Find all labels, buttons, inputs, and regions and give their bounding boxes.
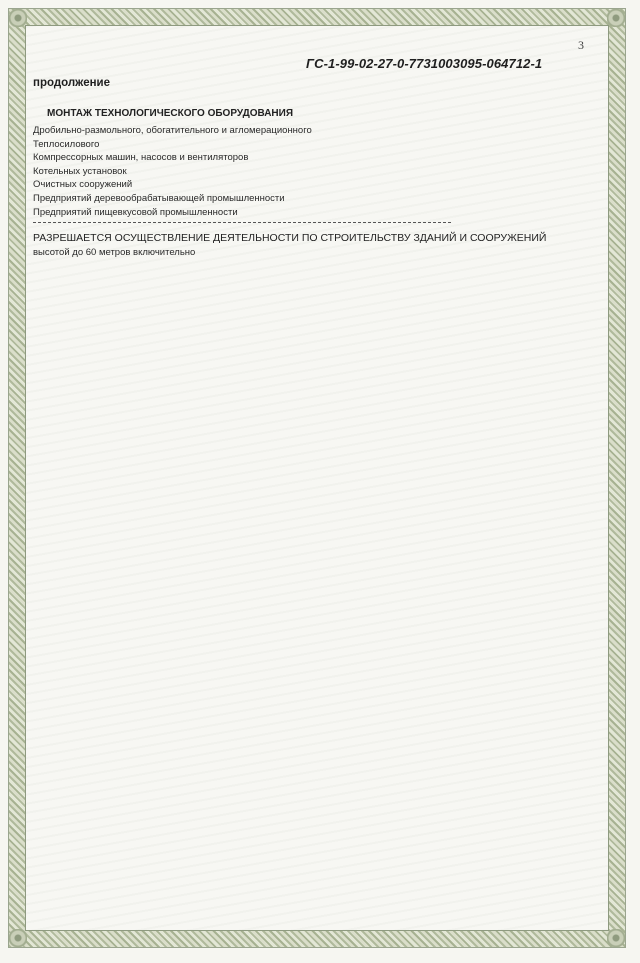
document-number: ГС-1-99-02-27-0-7731003095-064712-1: [306, 56, 543, 71]
list-item: Котельных установок: [33, 165, 127, 177]
work-types-list: [33, 124, 312, 219]
list-item: Теплосилового: [33, 138, 100, 150]
list-item: Дробильно-размольного, обогатительного и агломерационного: [33, 125, 312, 136]
list-item: Компрессорных машин, насосов и вентиляторов: [33, 152, 249, 164]
page-number: 3: [578, 38, 584, 52]
permission-subtitle: высотой до 60 метров включительно: [33, 247, 196, 258]
corner-ornament-icon: [9, 9, 27, 27]
section-title: МОНТАЖ ТЕХНОЛОГИЧЕСКОГО ОБОРУДОВАНИЯ: [47, 108, 294, 119]
corner-ornament-icon: [9, 929, 27, 947]
list-item: Предприятий пищевкусовой промышленности: [33, 206, 238, 218]
list-item: Предприятий деревообрабатывающей промышленности: [33, 192, 285, 204]
dashed-separator: [33, 222, 451, 223]
corner-ornament-icon: [607, 929, 625, 947]
continuation-label: продолжение: [33, 77, 110, 89]
permission-title: РАЗРЕШАЕТСЯ ОСУЩЕСТВЛЕНИЕ ДЕЯТЕЛЬНОСТИ ПО СТРОИТЕЛЬСТВУ ЗДАНИЙ И СООРУЖЕНИЙ: [33, 232, 547, 244]
list-item: Очистных сооружений: [33, 179, 133, 191]
corner-ornament-icon: [607, 9, 625, 27]
